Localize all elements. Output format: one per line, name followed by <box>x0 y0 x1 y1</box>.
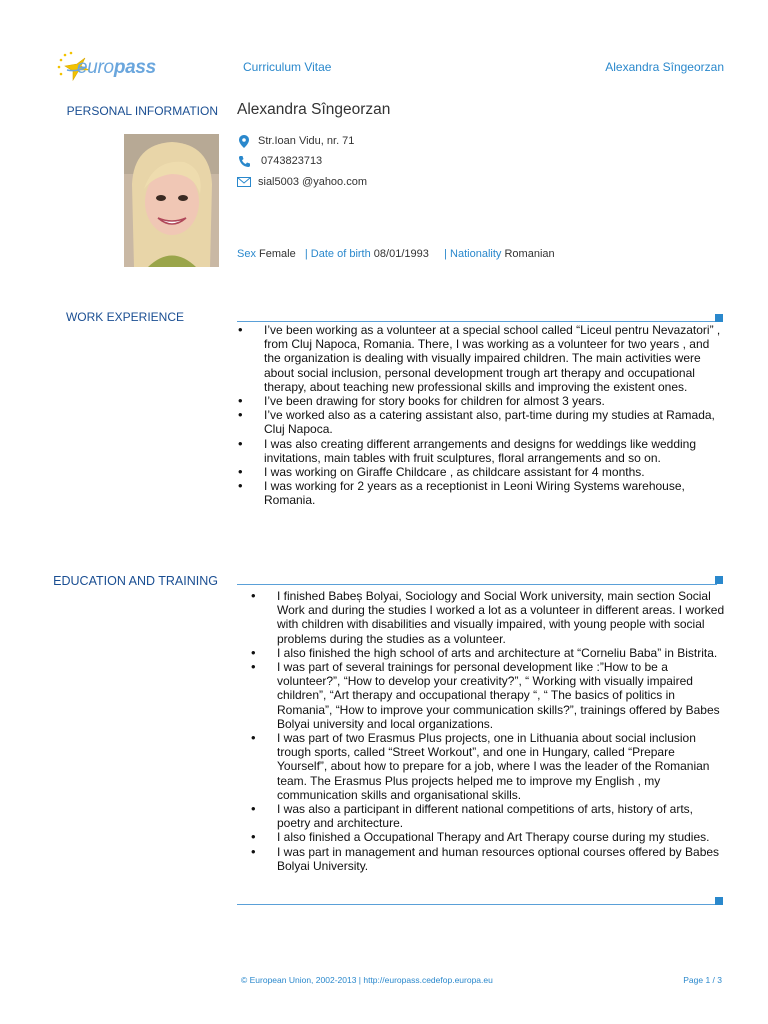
europass-wordmark: europass <box>77 57 156 78</box>
sex-label: Sex <box>237 248 256 260</box>
work-section-divider <box>237 321 717 322</box>
email-text: sial5003 @yahoo.com <box>258 176 368 188</box>
work-experience-list <box>238 323 724 508</box>
document-title: Curriculum Vitae <box>243 60 332 74</box>
email-icon <box>237 175 251 189</box>
list-item: • I was part of several trainings for personal development like :”How to be a volunteer?”, “How to develop your creativity?”, “ Working with visually impaired children”, “Art therapy and occupational therapy “, “ The basics of politics in Romania”, “How to improve your communication skills?”, trainings offered by Babes Bolyai university and local organizations. <box>251 660 725 731</box>
map-pin-icon <box>237 134 251 148</box>
list-item: • I was part in management and human resources optional courses offered by Babes Bolyai University. <box>251 845 725 873</box>
education-training-list <box>251 589 725 873</box>
dob-value: 08/01/1993 <box>373 248 429 260</box>
list-item: • I’ve been working as a volunteer at a special school called “Liceul pentru Nevazatori” , from Cluj Napoca, Romania. There, I was working as a volunteer for two years , and the organization is dealing with visually impaired children. The main activities were about social inclusion, personal development trough art therapy and occupational therapy, about teaching new professional skills and improving the existent ones. <box>238 323 724 394</box>
work-experience-label: WORK EXPERIENCE <box>65 310 184 324</box>
profile-photo <box>124 134 219 267</box>
list-item: • I finished Babeș Bolyai, Sociology and Social Work university, main section Social Work and during the studies I worked a lot as a volunteer in different areas. I worked with children with disabilities and visually impaired, with young people with social problems during the studies as a volunteer. <box>251 589 725 646</box>
nationality-label: | Nationality <box>444 248 502 260</box>
phone-text: 0743823713 <box>261 155 323 167</box>
list-item: • I’ve been drawing for story books for children for almost 3 years. <box>238 394 724 408</box>
address-text: Str.Ioan Vidu, nr. 71 <box>258 135 355 147</box>
bottom-divider-marker <box>715 897 723 905</box>
education-training-label: EDUCATION AND TRAINING <box>53 574 218 588</box>
education-section-marker <box>715 576 723 584</box>
list-item: • I was working for 2 years as a receptionist in Leoni Wiring Systems warehouse, Romania. <box>238 479 724 507</box>
list-item: • I’ve worked also as a catering assistant also, part-time during my studies at Ramada, Cluj Napoca. <box>238 408 724 436</box>
dob-label: | Date of birth <box>304 248 371 260</box>
list-item: • I was also a participant in different national competitions of arts, history of arts, poetry and architecture. <box>251 802 725 830</box>
bottom-divider <box>237 904 717 905</box>
work-section-marker <box>715 314 723 322</box>
list-item: • I was also creating different arrangements and designs for weddings like wedding invitations, main tables with fruit sculptures, floral arrangements and so on. <box>238 437 724 465</box>
europass-logo <box>55 50 165 84</box>
phone-icon <box>237 154 251 168</box>
footer-copyright: © European Union, 2002-2013 | http://europass.cedefop.europa.eu <box>241 975 493 985</box>
nationality-value: Romanian <box>504 248 555 260</box>
list-item: • I also finished the high school of arts and architecture at “Corneliu Baba” in Bistrita. <box>251 646 725 660</box>
candidate-name: Alexandra Sîngeorzan <box>237 101 391 118</box>
sex-value: Female <box>259 248 296 260</box>
list-item: • I also finished a Occupational Therapy and Art Therapy course during my studies. <box>251 830 725 844</box>
personal-information-label: PERSONAL INFORMATION <box>66 104 218 118</box>
list-item: • I was working on Giraffe Childcare , as childcare assistant for 4 months. <box>238 465 724 479</box>
list-item: • I was part of two Erasmus Plus projects, one in Lithuania about social inclusion trough sports, called “Street Workout”, and one in Hungary, called “Prepare Yourself”, about how to prepare for a job, where I was the leader of the Romanian team. The Erasmus Plus projects helped me to improve my English , my communication skills and organisational skills. <box>251 731 725 802</box>
email-row <box>237 175 367 189</box>
personal-details-line <box>237 248 555 260</box>
page-number: Page 1 / 3 <box>683 975 722 985</box>
header-person-name: Alexandra Sîngeorzan <box>605 60 724 74</box>
phone-row <box>237 154 322 168</box>
address-row <box>237 134 354 148</box>
education-section-divider <box>237 584 717 585</box>
